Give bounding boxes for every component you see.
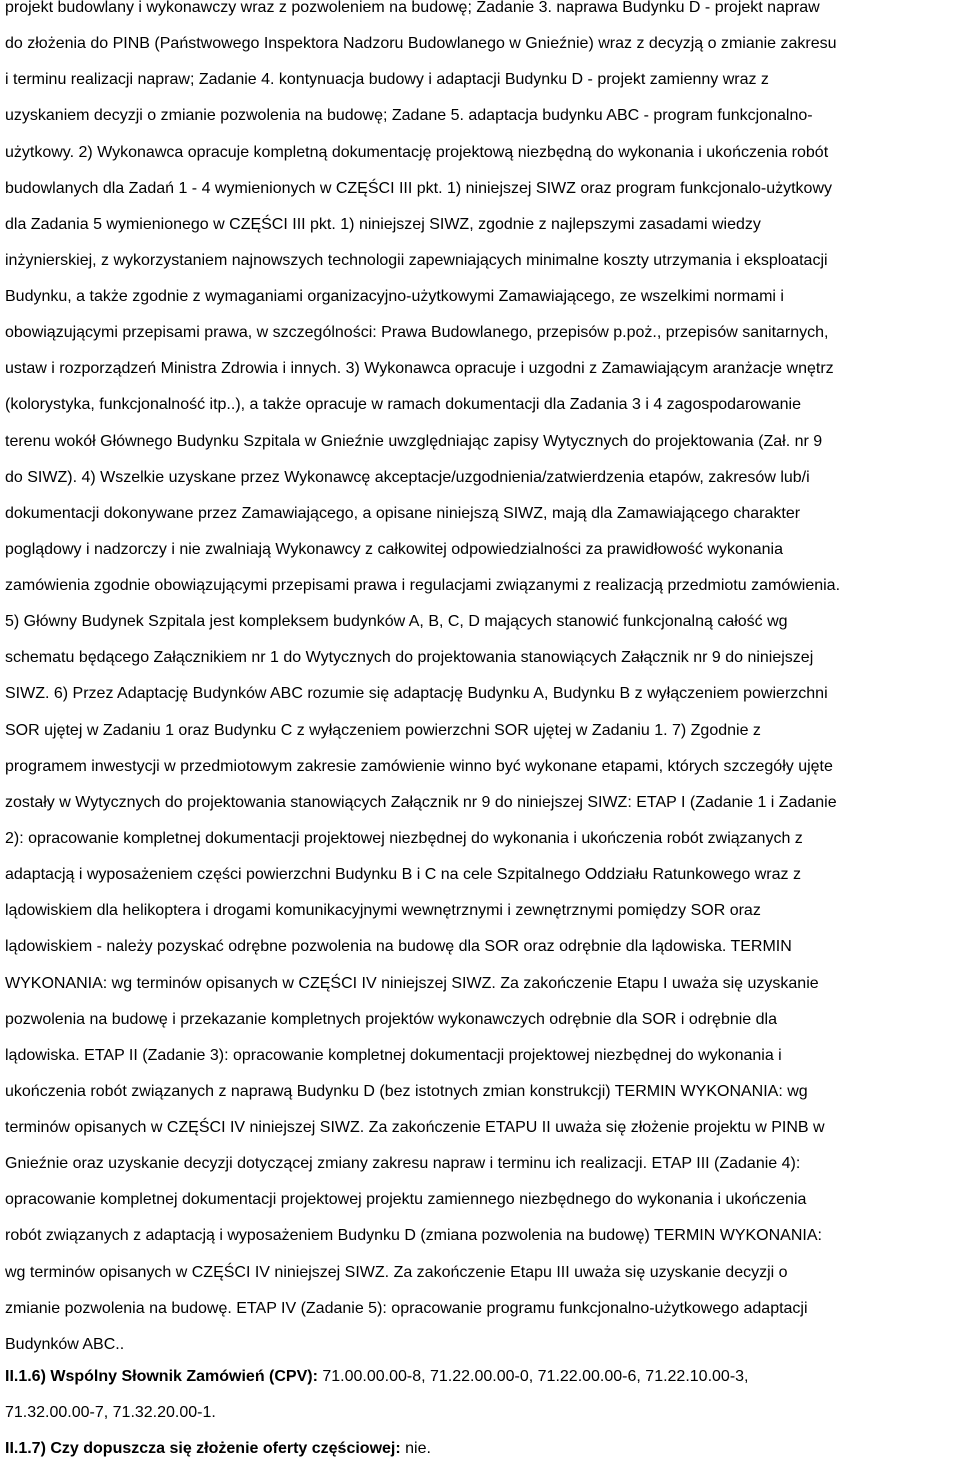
text-line: robót związanych z adaptacją i wyposażeniem Budynku D (zmiana pozwolenia na budowę) TERMIN WYKONANIA: (5, 1227, 822, 1244)
cpv-label: II.1.6) Wspólny Słownik Zamówień (CPV): (5, 1368, 318, 1385)
cpv-codes-continued: 71.32.00.00-7, 71.32.20.00-1. (5, 1404, 216, 1421)
text-line: SOR ujętej w Zadaniu 1 oraz Budynku C z wyłączeniem powierzchni SOR ujętej w Zadaniu 1. 7) Zgodnie z (5, 722, 761, 739)
text-line: terminów opisanych w CZĘŚCI IV niniejszej SIWZ. Za zakończenie ETAPU II uważa się złożenie projektu w PINB w (5, 1119, 825, 1136)
text-line: budowlanych dla Zadań 1 - 4 wymienionych w CZĘŚCI III pkt. 1) niniejszej SIWZ oraz program funkcjonalo-użytkowy (5, 180, 833, 197)
text-line: pozwolenia na budowę i przekazanie kompletnych projektów wykonawczych odrębnie dla SOR i odrębnie dla (5, 1011, 777, 1028)
text-line: do złożenia do PINB (Państwowego Inspektora Nadzoru Budowlanego w Gnieźnie) wraz z decyzją o zmianie zakresu (5, 35, 837, 52)
text-line: zostały w Wytycznych do projektowania stanowiących Załącznik nr 9 do niniejszej SIWZ: ETAP I (Zadanie 1 i Zadanie (5, 794, 837, 811)
text-line: schematu będącego Załącznikiem nr 1 do Wytycznych do projektowania stanowiących Załącznik nr 9 do niniejszej (5, 649, 814, 666)
text-line: użytkowy. 2) Wykonawca opracuje kompletną dokumentację projektową niezbędną do wykonania i ukończenia robót (5, 144, 829, 161)
text-line: inżynierskiej, z wykorzystaniem najnowszych technologii zapewniających minimalne koszty utrzymania i eksploatacji (5, 252, 828, 269)
cpv-line (5, 1367, 748, 1387)
text-line: poglądowy i nadzorczy i nie zwalniają Wykonawcy z całkowitej odpowiedzialności za prawidłowość wykonania (5, 541, 784, 558)
text-line: adaptacją i wyposażeniem części powierzchni Budynku B i C na cele Szpitalnego Oddziału Ratunkowego wraz z (5, 866, 801, 883)
text-line: Budynku, a także zgodnie z wymaganiami organizacyjno-użytkowymi Zamawiającego, ze wszelkimi normami i (5, 288, 784, 305)
text-line: lądowiska. ETAP II (Zadanie 3): opracowanie kompletnej dokumentacji projektowej niezbędnej do wykonania i (5, 1047, 782, 1064)
text-line: opracowanie kompletnej dokumentacji projektowej projektu zamiennego niezbędnego do wykonania i ukończenia (5, 1191, 807, 1208)
text-line: terenu wokół Głównego Budynku Szpitala w Gnieźnie uwzględniając zapisy Wytycznych do projektowania (Zał. nr 9 (5, 433, 823, 450)
text-line: dla Zadania 5 wymienionego w CZĘŚCI III pkt. 1) niniejszej SIWZ, zgodnie z najlepszymi zasadami wiedzy (5, 216, 761, 233)
text-line: ustaw i rozporządzeń Ministra Zdrowia i innych. 3) Wykonawca opracuje i uzgodni z Zamawiającym aranżacje wnętrz (5, 360, 834, 377)
text-line: SIWZ. 6) Przez Adaptację Budynków ABC rozumie się adaptację Budynku A, Budynku B z wyłączeniem powierzchni (5, 685, 828, 702)
text-line: uzyskaniem decyzji o zmianie pozwolenia na budowę; Zadane 5. adaptacja budynku ABC - program funkcjonalno- (5, 107, 813, 124)
text-line: lądowiskiem dla helikoptera i drogami komunikacyjnymi wewnętrznymi i zewnętrznymi pomiędzy SOR oraz (5, 902, 761, 919)
text-line: WYKONANIA: wg terminów opisanych w CZĘŚCI IV niniejszej SIWZ. Za zakończenie Etapu I uważa się uzyskanie (5, 975, 819, 992)
text-line: programem inwestycji w przedmiotowym zakresie zamówienie winno być wykonane etapami, których szczegóły ujęte (5, 758, 833, 775)
text-line: dokumentacji dokonywane przez Zamawiającego, a opisane niniejszą SIWZ, mają dla Zamawiającego charakter (5, 505, 801, 522)
partial-offer-label: II.1.7) Czy dopuszcza się złożenie oferty częściowej: (5, 1440, 401, 1457)
text-line: ukończenia robót związanych z naprawą Budynku D (bez istotnych zmian konstrukcji) TERMIN WYKONANIA: wg (5, 1083, 808, 1100)
text-line: 5) Główny Budynek Szpitala jest kompleksem budynków A, B, C, D mających stanowić funkcjonalną całość wg (5, 613, 788, 630)
text-line: lądowiskiem - należy pozyskać odrębne pozwolenia na budowę dla SOR oraz odrębnie dla lądowiska. TERMIN (5, 938, 792, 955)
partial-offer-value: nie. (400, 1440, 431, 1457)
text-line: (kolorystyka, funkcjonalność itp..), a także opracuje w ramach dokumentacji dla Zadania 3 i 4 zagospodarowanie (5, 396, 801, 413)
text-line: projekt budowlany i wykonawczy wraz z pozwoleniem na budowę; Zadanie 3. naprawa Budynku D - projekt napraw (5, 0, 820, 16)
text-line: Budynków ABC.. (5, 1336, 125, 1353)
text-line: 2): opracowanie kompletnej dokumentacji projektowej niezbędnej do wykonania i ukończenia robót związanych z (5, 830, 803, 847)
text-line: zmianie pozwolenia na budowę. ETAP IV (Zadanie 5): opracowanie programu funkcjonalno-użytkowego adaptacji (5, 1300, 808, 1317)
text-line: do SIWZ). 4) Wszelkie uzyskane przez Wykonawcę akceptacje/uzgodnienia/zatwierdzenia etapów, zakresów lub/i (5, 469, 810, 486)
partial-offer-line (5, 1439, 431, 1459)
text-line: Gnieźnie oraz uzyskanie decyzji dotyczącej zmiany zakresu napraw i terminu ich realizacji. ETAP III (Zadanie 4): (5, 1155, 801, 1172)
text-line: zamówienia zgodnie obowiązującymi przepisami prawa i regulacjami związanymi z realizacją przedmiotu zamówienia. (5, 577, 841, 594)
cpv-codes: 71.00.00.00-8, 71.22.00.00-0, 71.22.00.00-6, 71.22.10.00-3, (317, 1368, 749, 1385)
text-line: wg terminów opisanych w CZĘŚCI IV niniejszej SIWZ. Za zakończenie Etapu III uważa się uzyskanie decyzji o (5, 1264, 788, 1281)
text-line: i terminu realizacji napraw; Zadanie 4. kontynuacja budowy i adaptacji Budynku D - projekt zamienny wraz z (5, 71, 769, 88)
text-line: obowiązującymi przepisami prawa, w szczególności: Prawa Budowlanego, przepisów p.poż., przepisów sanitarnych, (5, 324, 829, 341)
